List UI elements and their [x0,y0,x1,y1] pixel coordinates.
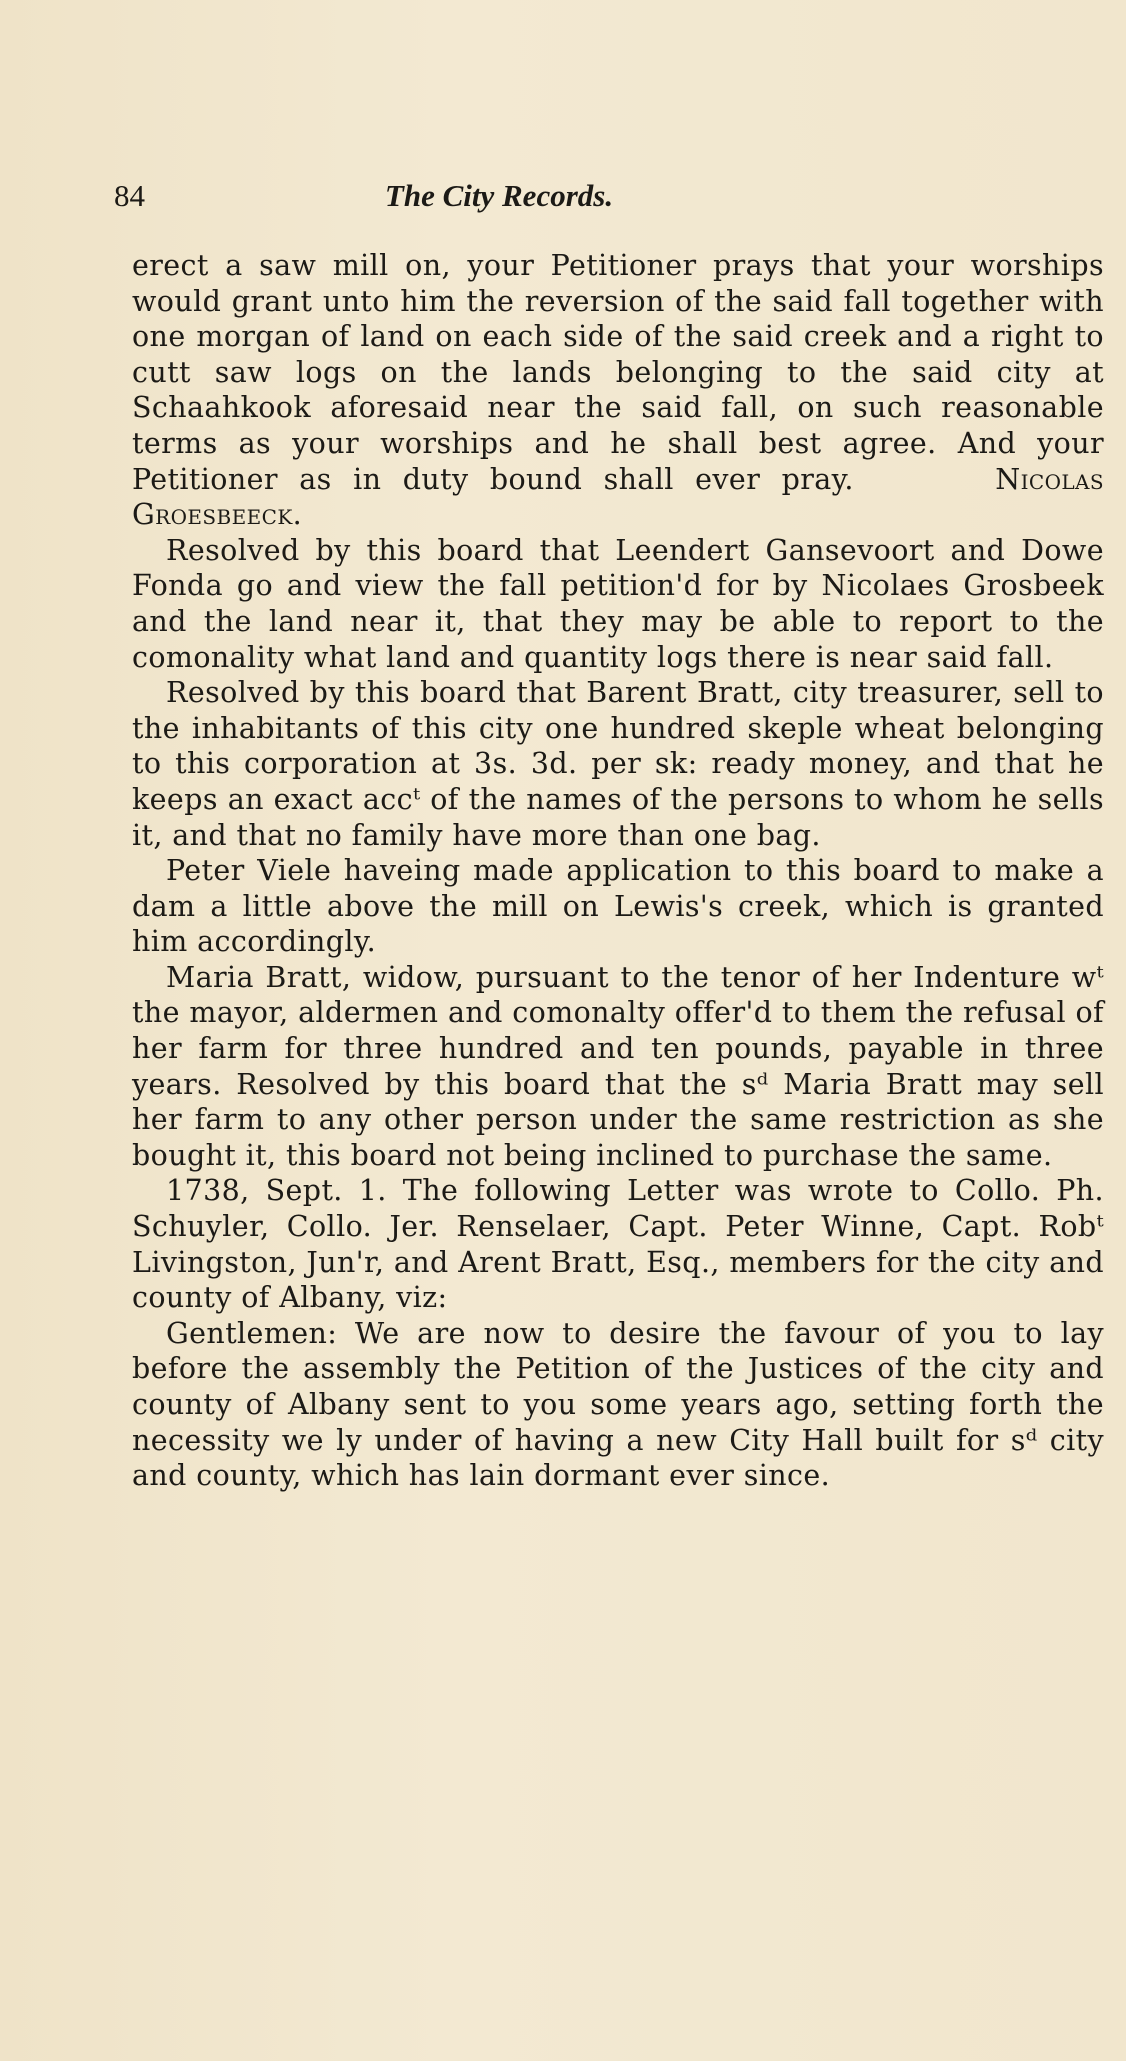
paragraph-dam: Peter Viele haveing made application to this board to make a dam a little above the mill on Lewis's creek, which is granted him accordingly. [132,854,1104,959]
page-number: 84 [114,178,145,213]
signature: Nicolas Groesbeeck. [132,462,1104,532]
page-header [114,178,1064,218]
paragraph-petition: erect a saw mill on, your Petitioner prays that your worships would grant unto him the reversion of the said fall together with one morgan of land on each side of the said creek and a right to cutt saw logs on the lands belonging to the said city at Schaahkook aforesaid near the said fall, on such reasonable terms as your worships and he shall best agree. And your Petitioner as in duty bound shall ever pray. Nicolas Groesbeeck. [132,249,1104,532]
paragraph-resolution-fall: Resolved by this board that Leendert Gansevoort and Dowe Fonda go and view the fall petition'd for by Nicolaes Grosbeek and the land near it, that they may be able to report to the comonality what land and quantity logs there is near said fall. [132,533,1104,674]
running-title: The City Records. [384,178,614,213]
paragraph-maria-bratt: Maria Bratt, widow, pursuant to the tenor of her Indenture wᵗ the mayor, aldermen and comonalty offer'd to them the refusal of her farm for three hundred and ten pounds, payable in three years. Resolved by this board that the sᵈ Maria Bratt may sell her farm to any other person under the same restriction as she bought it, this board not being inclined to purchase the same. [132,960,1104,1172]
paragraph-letter-intro: 1738, Sept. 1. The following Letter was wrote to Collo. Ph. Schuyler, Collo. Jer. Renselaer, Capt. Peter Winne, Capt. Robᵗ Livingston, Jun'r, and Arent Bratt, Esq., members for the city and county of Albany, viz: [132,1174,1104,1315]
body-text [132,248,1104,1494]
paragraph-resolution-wheat: Resolved by this board that Barent Bratt, city treasurer, sell to the inhabitants of this city one hundred skeple wheat belonging to this corporation at 3s. 3d. per sk: ready money, and that he keeps an exact accᵗ of the names of the persons to whom he sells it, and that no family have more than one bag. [132,676,1104,852]
paragraph-letter-body: Gentlemen: We are now to desire the favour of you to lay before the assembly the Petition of the Justices of the city and county of Albany sent to you some years ago, setting forth the necessity we ly under of having a new City Hall built for sᵈ city and county, which has lain dormant ever since. [132,1316,1104,1493]
